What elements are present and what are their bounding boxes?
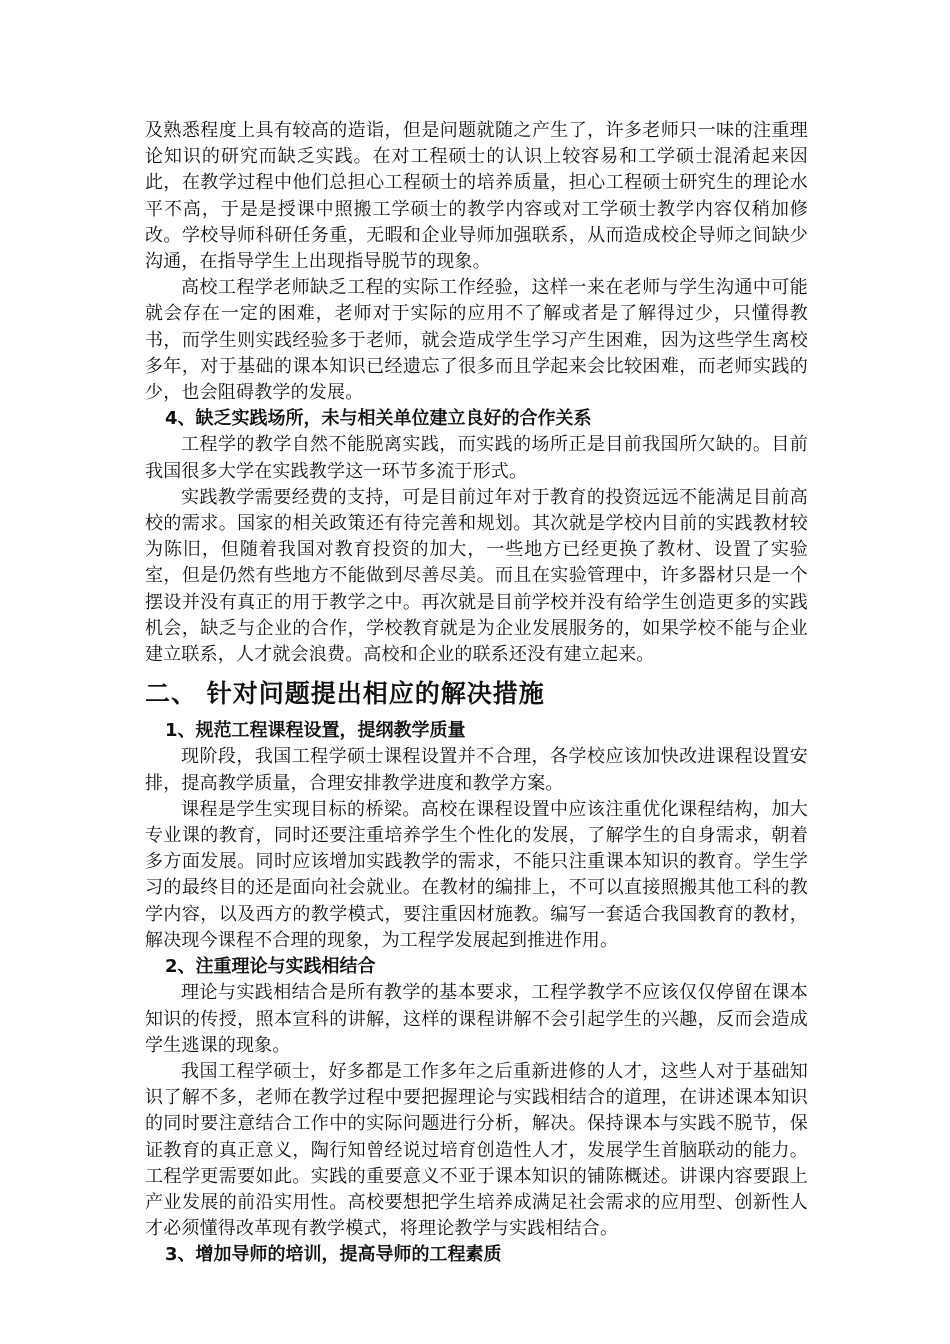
paragraph-5: 现阶段，我国工程学硕士课程设置并不合理，各学校应该加快改进课程设置安排，提高教学质量，合理安排教学进度和教学方案。 <box>145 746 808 794</box>
heading-2-theory-practice: 2、注重理论与实践相结合 <box>165 956 376 978</box>
heading-1-curriculum: 1、规范工程课程设置，提纲教学质量 <box>165 720 466 742</box>
heading-3-mentor-training: 3、增加导师的培训，提高导师的工程素质 <box>165 1244 502 1266</box>
paragraph-6: 课程是学生实现目标的桥梁。高校在课程设置中应该注重优化课程结构，加大专业课的教育，同时还要注重培养学生个性化的发展，了解学生的自身需求，朝着多方面发展。同时应该增加实践教学的需求，不能只注重课本知识的教育。学生学习的最终目的还是面向社会就业。在教材的编排上，不可以直接照搬其他工科的教学内容，以及西方的教学模式，要注重因材施教。编写一套适合我国教育的教材，解决现今课程不合理的现象，为工程学发展起到推进作用。 <box>145 798 808 951</box>
document-page <box>145 118 808 1269</box>
paragraph-8: 我国工程学硕士，好多都是工作多年之后重新进修的人才，这些人对于基础知识了解不多，老师在教学过程中要把握理论与实践相结合的道理，在讲述课本知识的同时要注意结合工作中的实际问题进行分析，解决。保持课本与实践不脱节，保证教育的真正意义，陶行知曾经说过培育创造性人才，发展学生首脑联动的能力。工程学更需要如此。实践的重要意义不亚于课本知识的铺陈概述。讲课内容要跟上产业发展的前沿实用性。高校要想把学生培养成满足社会需求的应用型、创新性人才必须懂得改革现有教学模式，将理论教学与实践相结合。 <box>145 1060 808 1240</box>
paragraph-4: 实践教学需要经费的支持，可是目前过年对于教育的投资远远不能满足目前高校的需求。国家的相关政策还有待完善和规划。其次就是学校内目前的实践教材较为陈旧，但随着我国对教育投资的加大，一些地方已经更换了教材、设置了实验室，但是仍然有些地方不能做到尽善尽美。而且在实验管理中，许多器材只是一个摆设并没有真正的用于教学之中。再次就是目前学校并没有给学生创造更多的实践机会，缺乏与企业的合作，学校教育就是为企业发展服务的，如果学校不能与企业建立联系，人才就会浪费。高校和企业的联系还没有建立起来。 <box>145 486 808 666</box>
paragraph-7: 理论与实践相结合是所有教学的基本要求，工程学教学不应该仅仅停留在课本知识的传授，照本宣科的讲解，这样的课程讲解不会引起学生的兴趣，反而会造成学生逃课的现象。 <box>145 982 808 1056</box>
heading-4-lack-practice: 4、缺乏实践场所，未与相关单位建立良好的合作关系 <box>165 408 592 430</box>
paragraph-3: 工程学的教学自然不能脱离实践，而实践的场所正是目前我国所欠缺的。目前我国很多大学在实践教学这一环节多流于形式。 <box>145 434 808 482</box>
paragraph-2: 高校工程学老师缺乏工程的实际工作经验，这样一来在老师与学生沟通中可能就会存在一定的困难，老师对于实际的应用不了解或者是了解得过少，只懂得教书，而学生则实践经验多于老师，就会造成学生学习产生困难，因为这些学生离校多年，对于基础的课本知识已经遗忘了很多而且学起来会比较困难，而老师实践的少，也会阻碍教学的发展。 <box>145 277 808 404</box>
section-title-solutions: 二、 针对问题提出相应的解决措施 <box>145 679 545 709</box>
paragraph-1: 及熟悉程度上具有较高的造诣，但是问题就随之产生了，许多老师只一味的注重理论知识的研究而缺乏实践。在对工程硕士的认识上较容易和工学硕士混淆起来因此，在教学过程中他们总担心工程硕士的培养质量，担心工程硕士研究生的理论水平不高，于是是授课中照搬工学硕士的教学内容或对工学硕士教学内容仅稍加修改。学校导师科研任务重，无暇和企业导师加强联系，从而造成校企导师之间缺少沟通，在指导学生上出现指导脱节的现象。 <box>145 120 808 273</box>
